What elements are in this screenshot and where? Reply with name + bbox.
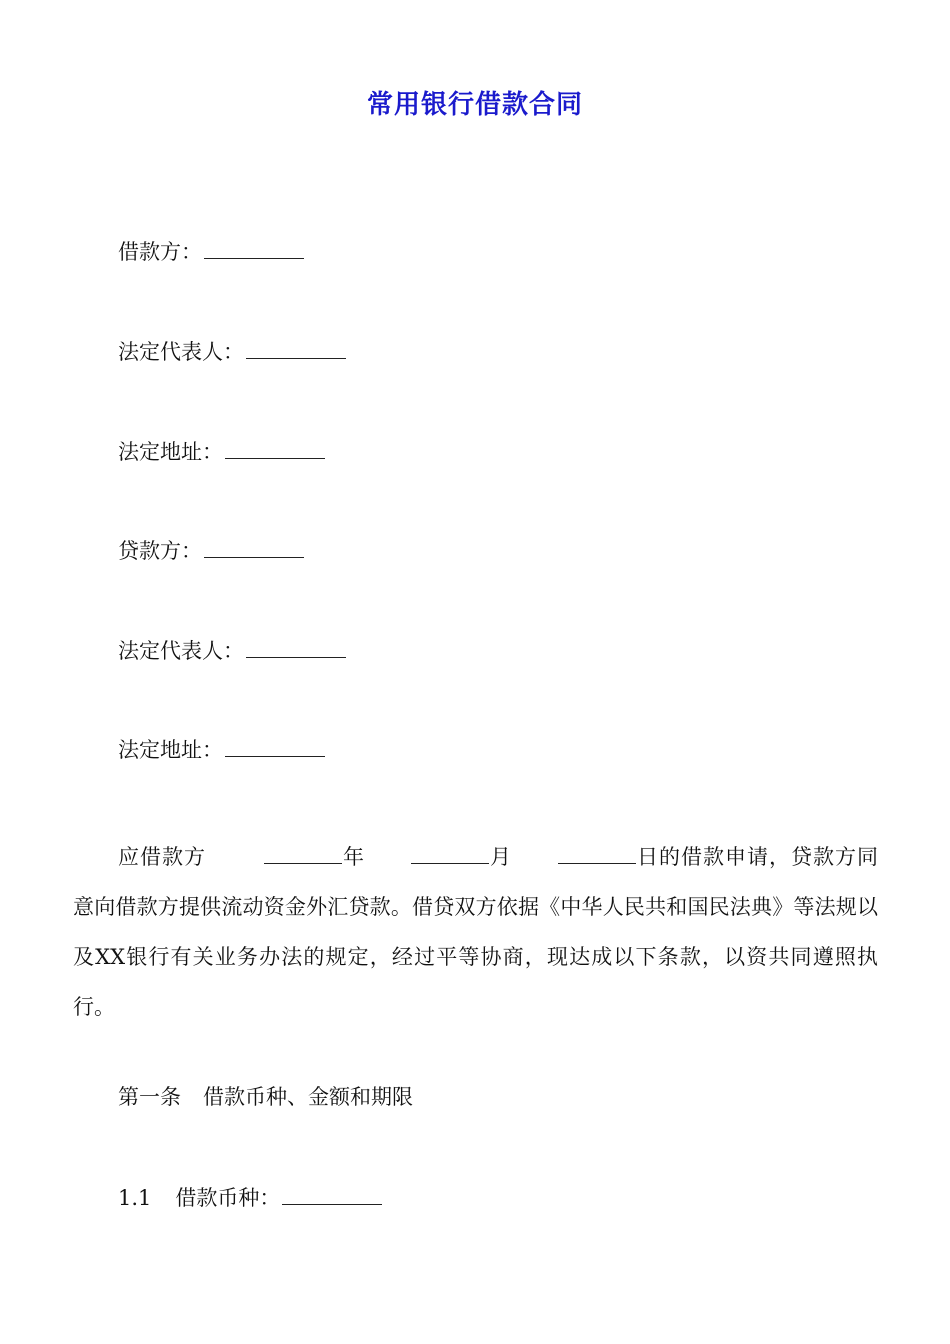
intro-body: 日的借款申请，贷款方同意向借款方提供流动资金外汇贷款。借贷双方依据《中华人民共和国民法典》等法规以及XX银行有关业务办法的规定，经过平等协商，现达成以下条款，以资共同遵照执行。	[73, 845, 878, 1019]
intro-paragraph	[73, 832, 878, 1032]
blank-line	[246, 336, 346, 359]
blank-day	[558, 841, 636, 864]
field-label: 法定代表人：	[118, 639, 244, 663]
blank-year	[264, 841, 342, 864]
intro-lead: 应借款方	[118, 845, 206, 869]
blank-line	[204, 535, 304, 558]
field-borrower	[118, 236, 304, 267]
blank-line	[204, 236, 304, 259]
field-label: 借款方：	[118, 240, 202, 264]
field-lender	[118, 535, 304, 566]
field-label: 贷款方：	[118, 539, 202, 563]
blank-month	[411, 841, 489, 864]
section-1-heading	[118, 1082, 413, 1112]
field-label: 法定代表人：	[118, 340, 244, 364]
intro-year: 年	[342, 845, 365, 869]
field-borrower-address	[118, 436, 325, 467]
document-title: 常用银行借款合同	[366, 90, 583, 120]
field-lender-legal-rep	[118, 635, 346, 666]
blank-line	[282, 1182, 382, 1205]
field-label: 法定地址：	[118, 440, 223, 464]
field-lender-address	[118, 734, 325, 765]
intro-month: 月	[489, 845, 512, 869]
clause-number: 1.1	[118, 1186, 152, 1210]
clause-label: 借款币种：	[175, 1186, 281, 1210]
section-number: 第一条	[118, 1085, 181, 1109]
blank-line	[225, 734, 325, 757]
clause-1-1	[118, 1182, 382, 1213]
blank-line	[225, 436, 325, 459]
section-title: 借款币种、金额和期限	[203, 1085, 413, 1109]
blank-line	[246, 635, 346, 658]
field-borrower-legal-rep	[118, 336, 346, 367]
field-label: 法定地址：	[118, 738, 223, 762]
